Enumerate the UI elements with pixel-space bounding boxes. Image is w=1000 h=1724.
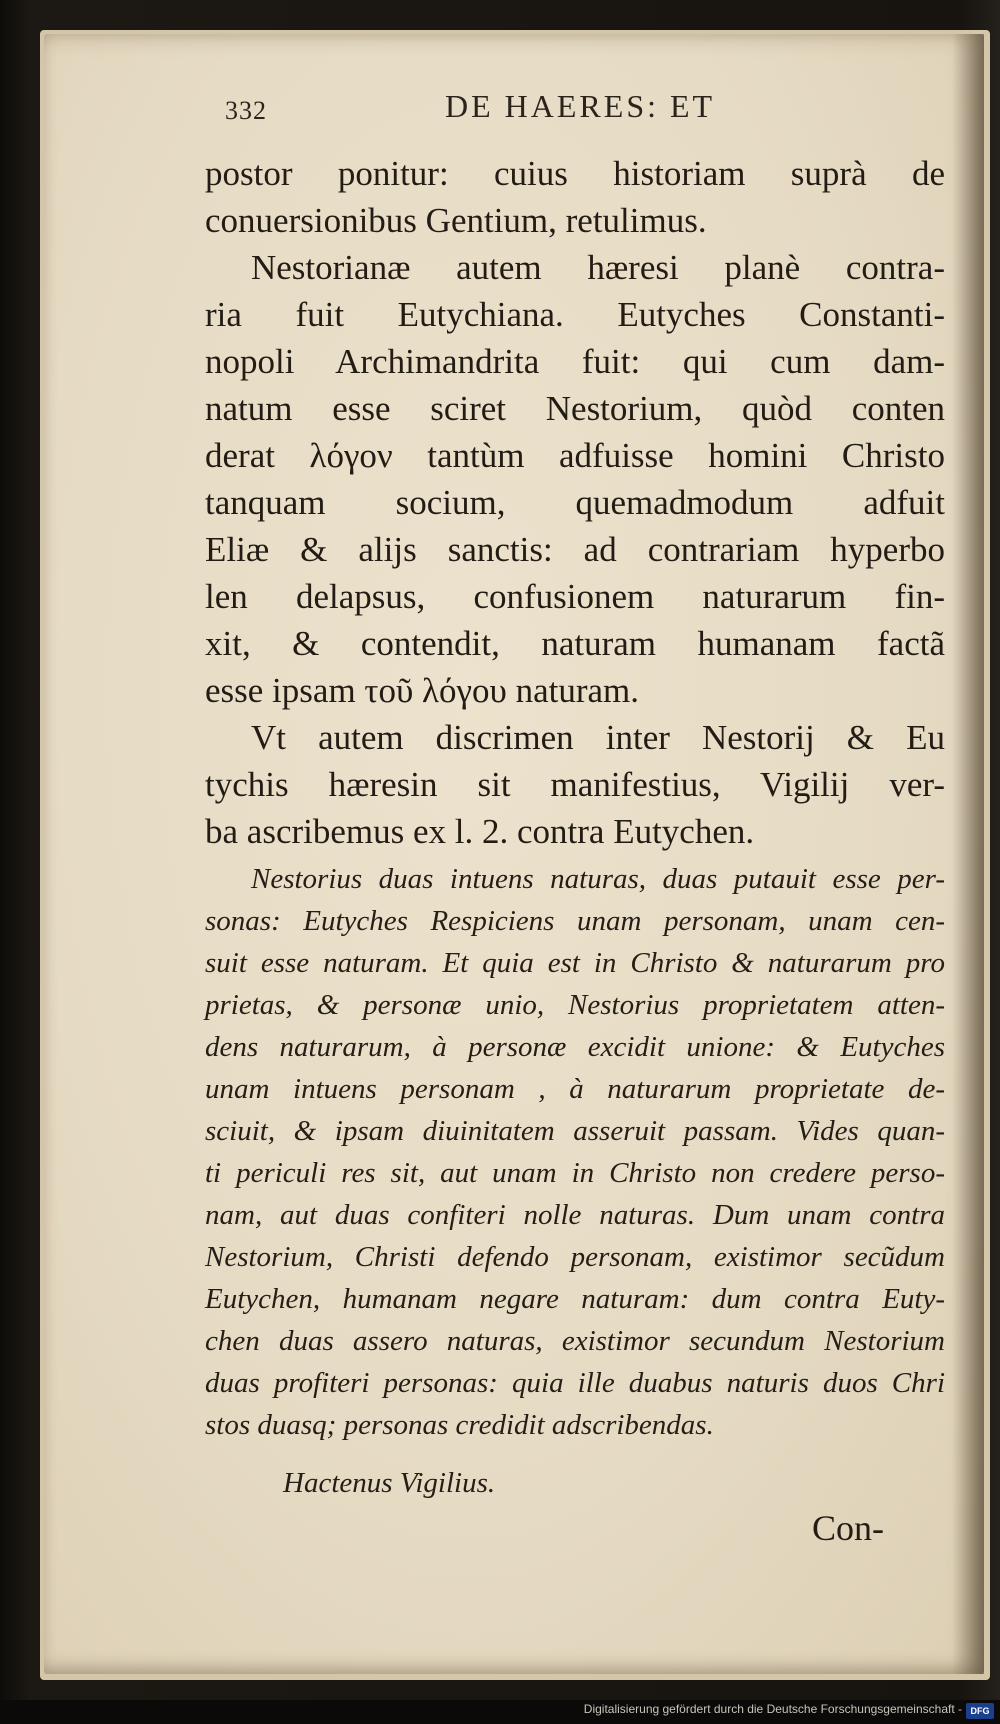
text-line: tychis hæresin sit manifestius, Vigilij ver- — [205, 765, 945, 804]
funding-note: Digitalisierung gefördert durch die Deutsche Forschungsgemeinschaft - — [583, 1702, 962, 1716]
running-title: DE HAERES: ET — [445, 88, 716, 124]
quote-line: dens naturarum, à personæ excidit unione: & Eutyches — [205, 1031, 945, 1063]
closing-line: Hactenus Vigilius. — [283, 1467, 496, 1499]
text-line: ria fuit Eutychiana. Eutyches Constanti- — [205, 295, 945, 334]
quote-line: nam, aut duas confiteri nolle naturas. Dum unam contra — [205, 1199, 945, 1231]
page-gutter-shadow — [952, 34, 984, 1674]
text-line: nopoli Archimandrita fuit: qui cum dam- — [205, 342, 945, 381]
running-head — [0, 88, 1000, 138]
text-line: conuersionibus Gentium, retulimus. — [205, 201, 707, 240]
quote-line: suit esse naturam. Et quia est in Christo & naturarum pro — [205, 947, 945, 979]
quote-line: chen duas assero naturas, existimor secundum Nestorium — [205, 1325, 945, 1357]
quote-line: Nestorium, Christi defendo personam, existimor secũdum — [205, 1241, 945, 1273]
quote-line: sciuit, & ipsam diuinitatem asseruit passam. Vides quan- — [205, 1115, 945, 1147]
text-line: Nestorianæ autem hæresi planè contra- — [251, 248, 945, 287]
page-number: 332 — [225, 96, 267, 125]
quote-line: sonas: Eutyches Respiciens unam personam, unam cen- — [205, 905, 945, 937]
quote-line: prietas, & personæ unio, Nestorius proprietatem atten- — [205, 989, 945, 1021]
vigilius-quotation — [205, 858, 945, 1446]
text-line: tanquam socium, quemadmodum adfuit — [205, 483, 945, 522]
text-line: len delapsus, confusionem naturarum fin- — [205, 577, 945, 616]
quote-line: unam intuens personam , à naturarum proprietate de- — [205, 1073, 945, 1105]
text-line: derat λόγον tantùm adfuisse homini Christo — [205, 436, 945, 475]
text-line: postor ponitur: cuius historiam suprà de — [205, 154, 945, 193]
text-line: ba ascribemus ex l. 2. contra Eutychen. — [205, 812, 755, 851]
quote-line: stos duasq; personas credidit adscribendas. — [205, 1409, 714, 1441]
text-line: Vt autem discrimen inter Nestorij & Eu — [251, 718, 945, 757]
quote-line: duas profiteri personas: quia ille duabus naturis duos Chri — [205, 1367, 945, 1399]
quote-line: ti periculi res sit, aut unam in Christo non credere perso- — [205, 1157, 945, 1189]
main-text-block — [205, 150, 945, 855]
quote-line: Nestorius duas intuens naturas, duas putauit esse per- — [251, 863, 945, 895]
text-line: esse ipsam τοῦ λόγου naturam. — [205, 671, 639, 710]
dfg-logo: DFG — [966, 1703, 994, 1719]
text-line: natum esse sciret Nestorium, quòd conten — [205, 389, 945, 428]
text-line: xit, & contendit, naturam humanam factã — [205, 624, 945, 663]
catchword: Con- — [812, 1508, 884, 1548]
quote-line: Eutychen, humanam negare naturam: dum contra Euty- — [205, 1283, 945, 1315]
text-line: Eliæ & alijs sanctis: ad contrariam hyperbo — [205, 530, 945, 569]
